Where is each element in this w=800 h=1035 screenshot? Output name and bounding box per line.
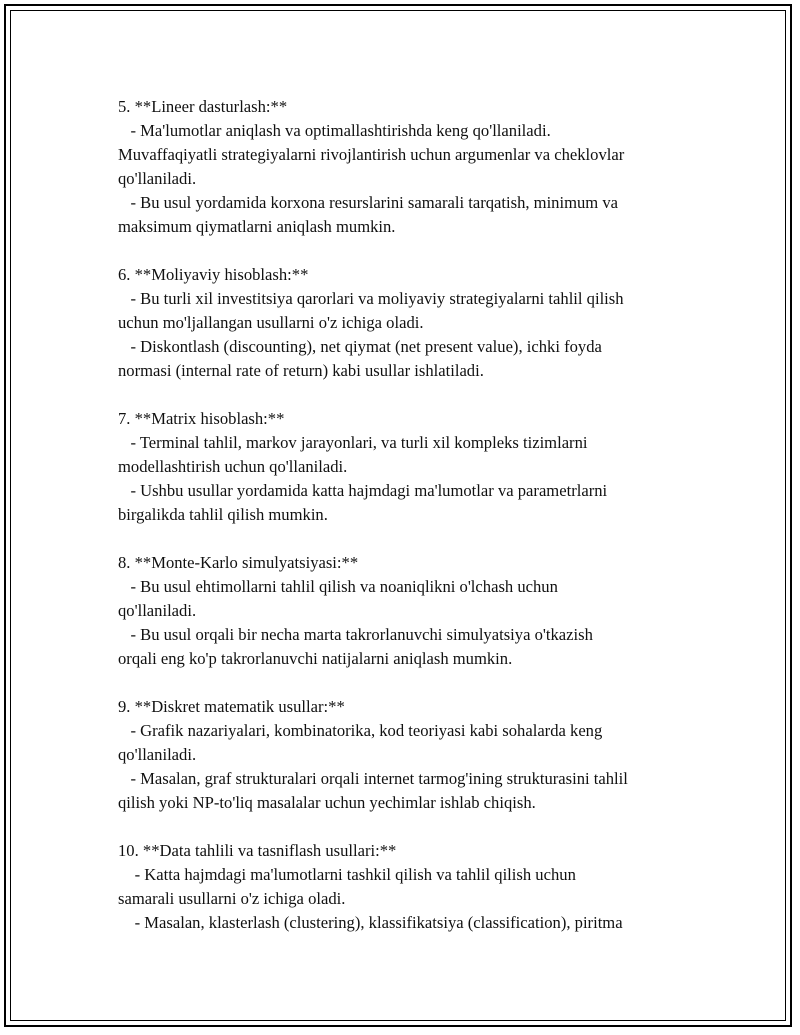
section-6 [118,263,698,383]
text-line: qo'llaniladi. [118,601,197,620]
text-line: - Bu usul ehtimollarni tahlil qilish va noaniqlikni o'lchash uchun [118,577,558,596]
section-9 [118,695,698,815]
text-line: orqali eng ko'p takrorlanuvchi natijalarni aniqlash mumkin. [118,649,513,668]
section-heading: 6. **Moliyaviy hisoblash:** [118,265,309,284]
text-line: modellashtirish uchun qo'llaniladi. [118,457,348,476]
text-line: - Terminal tahlil, markov jarayonlari, va turli xil kompleks tizimlarni [118,433,588,452]
text-line: normasi (internal rate of return) kabi usullar ishlatiladi. [118,361,484,380]
text-line: qo'llaniladi. [118,745,197,764]
text-line: - Diskontlash (discounting), net qiymat (net present value), ichki foyda [118,337,602,356]
section-8 [118,551,698,671]
section-heading: 10. **Data tahlili va tasniflash usullari:** [118,841,397,860]
text-line: samarali usullarni o'z ichiga oladi. [118,889,346,908]
section-7 [118,407,698,527]
section-heading: 8. **Monte-Karlo simulyatsiyasi:** [118,553,359,572]
text-line: maksimum qiymatlarni aniqlash mumkin. [118,217,396,236]
section-heading: 7. **Matrix hisoblash:** [118,409,285,428]
text-line: - Katta hajmdagi ma'lumotlarni tashkil qilish va tahlil qilish uchun [118,865,576,884]
text-line: uchun mo'ljallangan usullarni o'z ichiga oladi. [118,313,424,332]
text-line: - Grafik nazariyalari, kombinatorika, kod teoriyasi kabi sohalarda keng [118,721,603,740]
text-line: birgalikda tahlil qilish mumkin. [118,505,328,524]
section-heading: 5. **Lineer dasturlash:** [118,97,288,116]
text-line: Muvaffaqiyatli strategiyalarni rivojlantirish uchun argumenlar va cheklovlar [118,145,625,164]
text-line: - Bu usul yordamida korxona resurslarini samarali tarqatish, minimum va [118,193,619,212]
text-line: - Ma'lumotlar aniqlash va optimallashtirishda keng qo'llaniladi. [118,121,551,140]
text-line: - Bu usul orqali bir necha marta takrorlanuvchi simulyatsiya o'tkazish [118,625,593,644]
text-line: - Bu turli xil investitsiya qarorlari va moliyaviy strategiyalarni tahlil qilish [118,289,624,308]
text-line: qilish yoki NP-to'liq masalalar uchun yechimlar ishlab chiqish. [118,793,536,812]
text-line: - Ushbu usullar yordamida katta hajmdagi ma'lumotlar va parametrlarni [118,481,608,500]
document-body [118,95,698,935]
text-line: qo'llaniladi. [118,169,197,188]
text-line: - Masalan, graf strukturalari orqali internet tarmog'ining strukturasini tahlil [118,769,628,788]
section-heading: 9. **Diskret matematik usullar:** [118,697,345,716]
section-10 [118,839,698,935]
text-line: - Masalan, klasterlash (clustering), klassifikatsiya (classification), piritma [118,913,623,932]
section-5 [118,95,698,239]
